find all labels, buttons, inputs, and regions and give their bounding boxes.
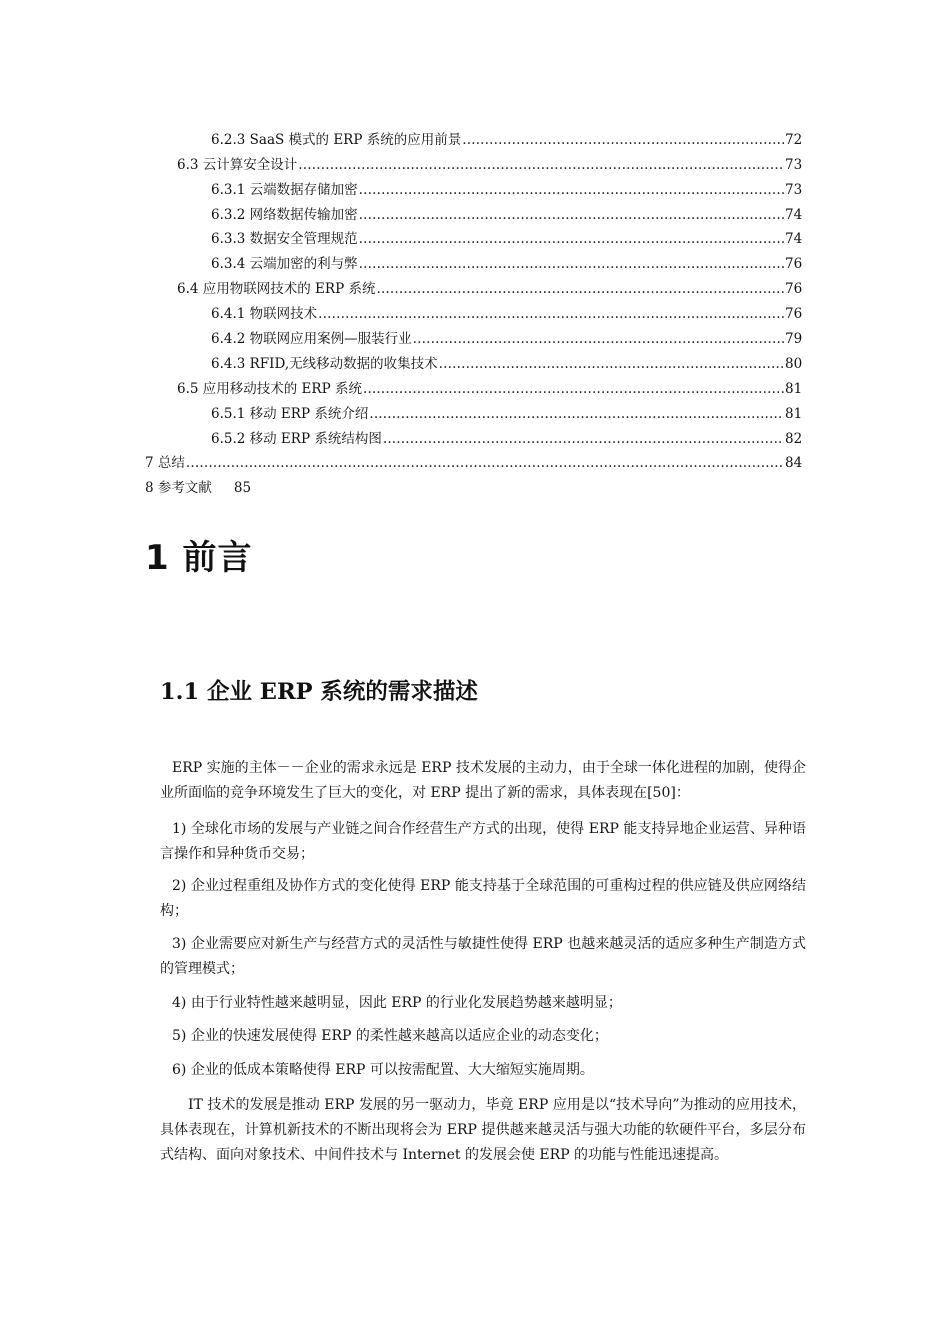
toc-entry-page: 74 xyxy=(785,206,803,223)
toc-entry[interactable] xyxy=(0,323,950,348)
list-item: 5) 企业的快速发展使得 ERP 的柔性越来越高以适应企业的动态变化； xyxy=(172,1028,608,1044)
toc-leader-dots xyxy=(298,156,784,174)
list-item: 6) 企业的低成本策略使得 ERP 可以按需配置、大大缩短实施周期。 xyxy=(172,1062,594,1078)
toc-entry[interactable] xyxy=(0,448,950,473)
toc-entry-page: 73 xyxy=(785,181,803,198)
toc-entry[interactable] xyxy=(0,398,950,423)
toc-entry[interactable] xyxy=(0,149,950,174)
toc-leader-dots xyxy=(363,380,784,398)
toc-entry-title: 6.4.1 物联网技术 xyxy=(211,306,318,323)
toc-entry-page: 82 xyxy=(785,430,803,447)
toc-entry-page: 81 xyxy=(785,380,803,397)
toc-leader-dots xyxy=(359,206,784,224)
toc-leader-dots xyxy=(369,405,784,423)
toc-entry-title: 6.5.2 移动 ERP 系统结构图 xyxy=(211,430,382,447)
toc-entry-title: 6.5.1 移动 ERP 系统介绍 xyxy=(211,405,369,422)
toc-entry-title: 6.4 应用物联网技术的 ERP 系统 xyxy=(177,281,376,298)
toc-entry-title: 7 总结 xyxy=(145,455,185,472)
list-item: 4) 由于行业特性越来越明显，因此 ERP 的行业化发展趋势越来越明显； xyxy=(172,995,622,1011)
toc-entry-page: 85 xyxy=(233,480,252,497)
chapter-heading: 1 前言 xyxy=(145,538,253,578)
toc-leader-dots xyxy=(359,255,784,273)
toc-entry-title: 6.3.2 网络数据传输加密 xyxy=(211,206,358,223)
list-item: 1) 全球化市场的发展与产业链之间合作经营生产方式的出现，使得 ERP 能支持异地企业运营、异种语言操作和异种货币交易； xyxy=(160,821,806,862)
it-paragraph: IT 技术的发展是推动 ERP 发展的另一驱动力，毕竟 ERP 应用是以“技术导向”为推动的应用技术，具体表现在，计算机新技术的不断出现将会为 ERP 提供越来越灵活与强大功能的软硬件平台，多层分布式结构、面向对象技术、中间件技术与 Internet 的发展会使 ERP 的功能与性能迅速提高。 xyxy=(160,1097,806,1163)
toc-leader-dots xyxy=(318,305,784,323)
toc-entry[interactable] xyxy=(0,472,950,497)
toc-leader-dots xyxy=(359,181,784,199)
toc-entry[interactable] xyxy=(0,348,950,373)
toc-entry-page: 76 xyxy=(785,306,803,323)
toc-leader-dots xyxy=(462,131,784,149)
list-item: 2) 企业过程重组及协作方式的变化使得 ERP 能支持基于全球范围的可重构过程的供应链及供应网络结构； xyxy=(160,878,806,919)
toc-leader-dots xyxy=(359,230,784,248)
toc-entry-page: 72 xyxy=(785,131,803,148)
toc-entry-page: 74 xyxy=(785,231,803,248)
toc-entry[interactable] xyxy=(0,373,950,398)
toc-entry-page: 81 xyxy=(785,405,803,422)
toc-entry-title: 6.2.3 SaaS 模式的 ERP 系统的应用前景 xyxy=(211,131,462,148)
toc-entry-page: 76 xyxy=(785,256,803,273)
toc-entry[interactable] xyxy=(0,273,950,298)
toc-entry-page: 84 xyxy=(785,455,803,472)
toc-entry-title: 6.4.2 物联网应用案例—服装行业 xyxy=(211,331,412,348)
toc-leader-dots xyxy=(383,430,784,448)
toc-entry[interactable] xyxy=(0,298,950,323)
toc-entry[interactable] xyxy=(0,174,950,199)
toc-entry[interactable] xyxy=(0,224,950,249)
list-item: 3) 企业需要应对新生产与经营方式的灵活性与敏捷性使得 ERP 也越来越灵活的适应多种生产制造方式的管理模式； xyxy=(160,936,806,977)
toc-entry-page: 80 xyxy=(785,355,803,372)
toc-leader-dots xyxy=(439,355,784,373)
toc-leader-dots xyxy=(413,330,784,348)
toc-entry-title: 6.5 应用移动技术的 ERP 系统 xyxy=(177,380,362,397)
table-of-contents xyxy=(0,124,950,497)
toc-entry-title: 6.4.3 RFID,无线移动数据的收集技术 xyxy=(211,355,438,372)
toc-entry-title: 6.3.3 数据安全管理规范 xyxy=(211,231,358,248)
toc-entry[interactable] xyxy=(0,199,950,224)
toc-entry-title: 6.3.1 云端数据存储加密 xyxy=(211,181,358,198)
toc-entry-page: 76 xyxy=(785,281,803,298)
toc-leader-dots xyxy=(376,280,784,298)
toc-entry[interactable] xyxy=(0,248,950,273)
toc-entry-title: 6.3 云计算安全设计 xyxy=(177,156,298,173)
intro-paragraph: ERP 实施的主体－－企业的需求永远是 ERP 技术发展的主动力，由于全球一体化进程的加剧，使得企业所面临的竞争环境发生了巨大的变化，对 ERP 提出了新的需求，具体表现在[50]： xyxy=(160,760,806,801)
section-heading: 1.1 企业 ERP 系统的需求描述 xyxy=(160,679,478,705)
toc-entry-title: 8 参考文献 xyxy=(145,480,212,497)
toc-entry-page: 79 xyxy=(785,331,803,348)
toc-leader-dots xyxy=(186,454,784,472)
toc-entry-title: 6.3.4 云端加密的利与弊 xyxy=(211,256,358,273)
toc-entry[interactable] xyxy=(0,423,950,448)
toc-entry[interactable] xyxy=(0,124,950,149)
toc-entry-page: 73 xyxy=(785,156,803,173)
